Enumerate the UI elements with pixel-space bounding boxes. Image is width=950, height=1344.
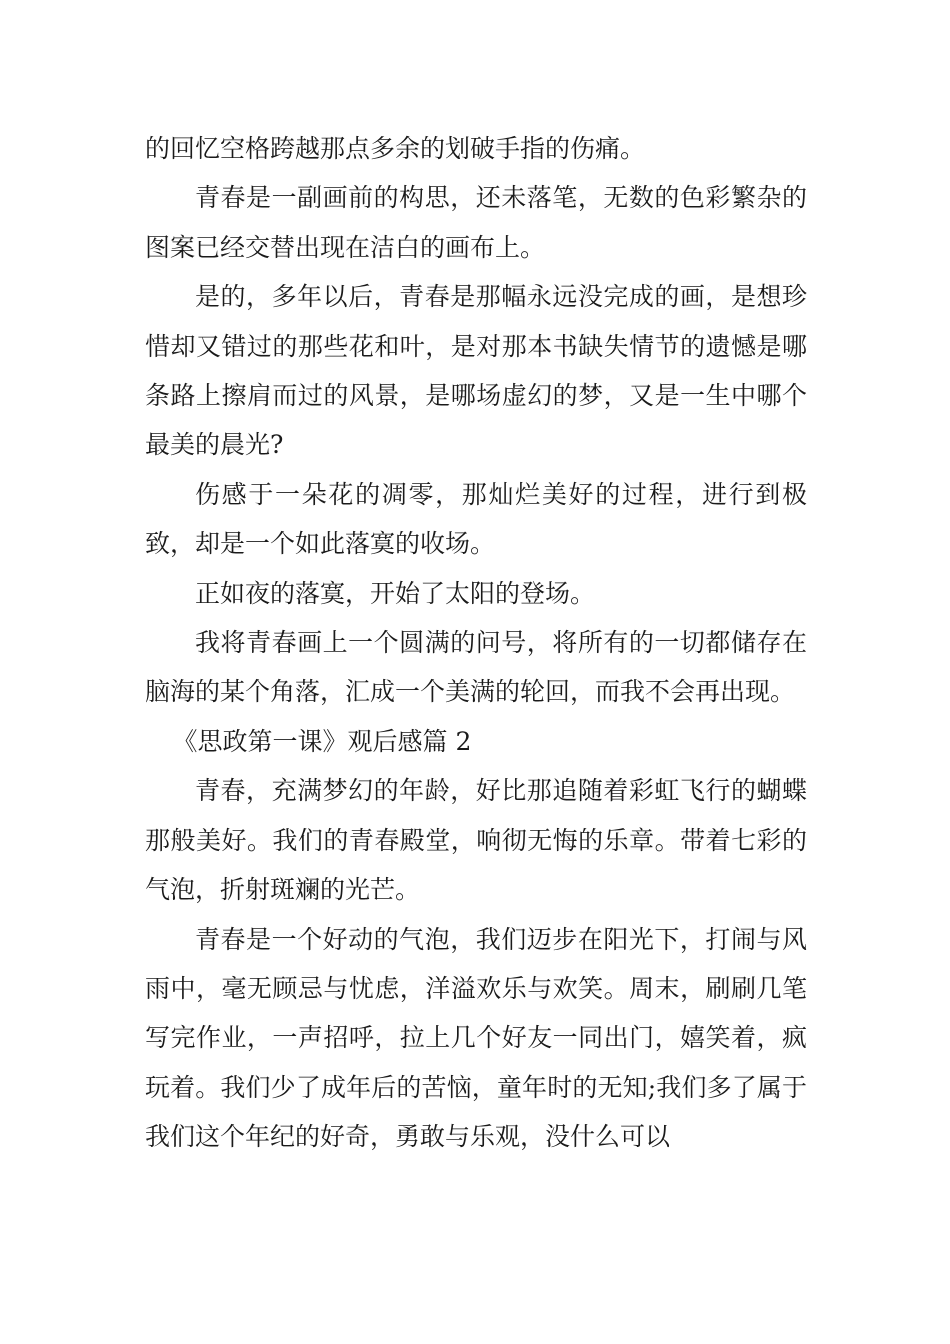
paragraph: 青春是一个好动的气泡，我们迈步在阳光下，打闹与风雨中，毫无顾忌与忧虑，洋溢欢乐与欢笑。周末，刷刷几笔写完作业，一声招呼，拉上几个好友一同出门，嬉笑着，疯玩着。我们少了成年后的苦恼，童年时的无知;我们多了属于我们这个年纪的好奇，勇敢与乐观，没什么可以 [145, 924, 807, 1152]
document-body [145, 124, 807, 1162]
paragraph: 青春是一副画前的构思，还未落笔，无数的色彩繁杂的图案已经交替出现在洁白的画布上。 [145, 183, 807, 262]
paragraph: 青春，充满梦幻的年龄，好比那追随着彩虹飞行的蝴蝶那般美好。我们的青春殿堂，响彻无悔的乐章。带着七彩的气泡，折射斑斓的光芒。 [145, 776, 807, 905]
section-title: 《思政第一课》观后感篇 2 [172, 726, 472, 756]
paragraph: 我将青春画上一个圆满的问号，将所有的一切都储存在脑海的某个角落，汇成一个美满的轮回，而我不会再出现。 [145, 628, 807, 707]
paragraph: 是的，多年以后，青春是那幅永远没完成的画，是想珍惜却又错过的那些花和叶，是对那本书缺失情节的遗憾是哪条路上擦肩而过的风景，是哪场虚幻的梦，又是一生中哪个最美的晨光? [145, 282, 807, 460]
paragraph: 正如夜的落寞，开始了太阳的登场。 [195, 578, 596, 608]
paragraph: 伤感于一朵花的凋零，那灿烂美好的过程，进行到极致，却是一个如此落寞的收场。 [145, 479, 807, 559]
paragraph-continuation: 的回忆空格跨越那点多余的划破手指的伤痛。 [145, 134, 646, 163]
